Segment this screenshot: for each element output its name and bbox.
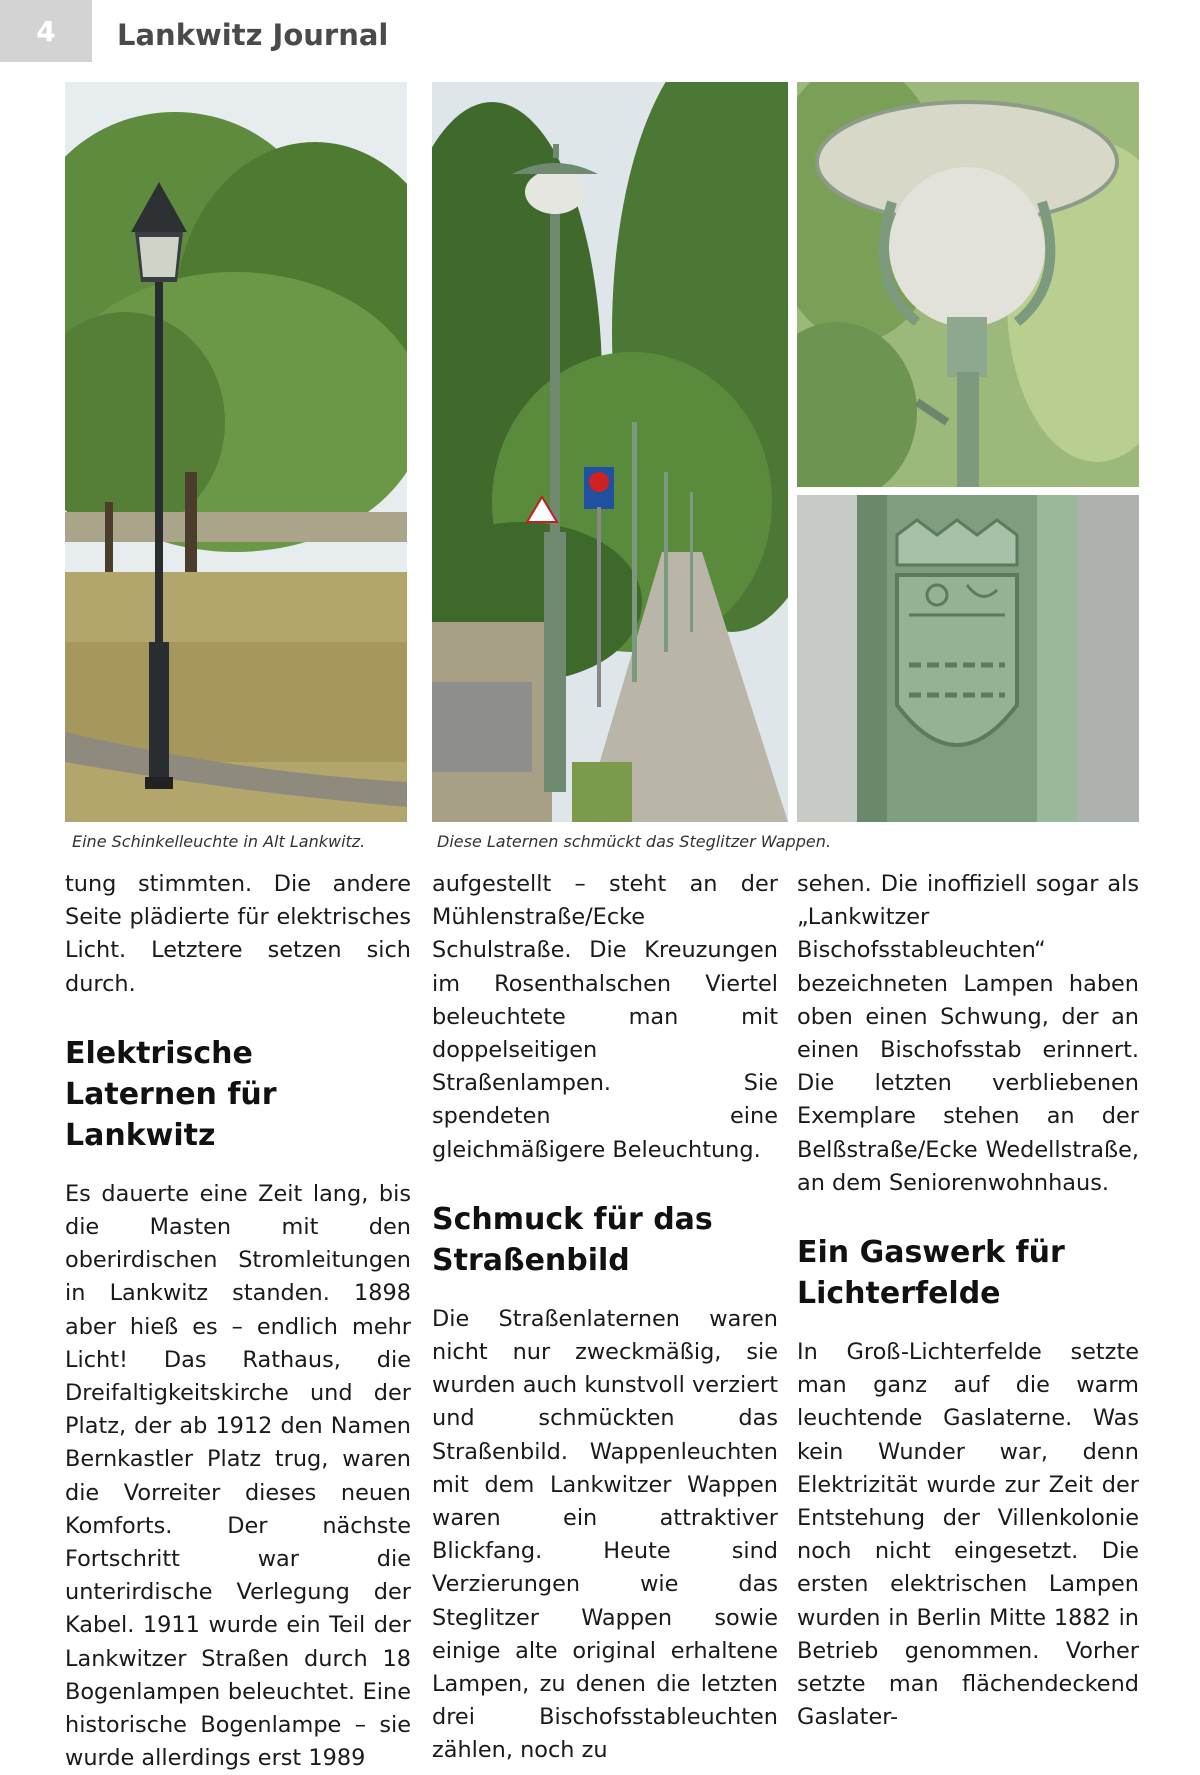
- caption-middle: Diese Laternen schmückt das Steglitzer Wappen.: [437, 832, 831, 851]
- bishop-lamp-head-photo: [797, 82, 1139, 487]
- text-column-1: [65, 868, 411, 1775]
- heading-street-decoration: Schmuck für das Straßenbild: [432, 1201, 713, 1278]
- steglitz-lamps-photo: [432, 82, 788, 822]
- page-number: 4: [0, 0, 92, 62]
- coat-of-arms-photo: [797, 495, 1139, 822]
- col1-paragraph-2: Es dauerte eine Zeit lang, bis die Masten mit den oberirdischen Stromleitungen in Lankwitz standen. 1898 aber hieß es – endlich mehr Licht! Das Rathaus, die Dreifaltigkeitskirche und der Platz, der ab 1912 den Namen Bernkastler Platz trug, waren die Vorreiter dieses neuen Komforts. Der nächste Fortschritt war die unterirdische Verlegung der Kabel. 1911 wurde ein Teil der Lankwitzer Straßen durch 18 Bogenlampen beleuchtet. Eine historische Bogenlampe – sie wurde allerdings erst 1989: [65, 1180, 411, 1772]
- journal-title: Lankwitz Journal: [117, 18, 389, 52]
- page-header: [0, 0, 1200, 64]
- text-column-2: [432, 868, 778, 1768]
- col1-paragraph-1: tung stimmten. Die andere Seite plädierte für elektrisches Licht. Letztere setzen sich durch.: [65, 871, 411, 997]
- col2-paragraph-2: Die Straßenlaternen waren nicht nur zweckmäßig, sie wurden auch kunstvoll verziert und schmückten das Straßenbild. Wappenleuchten mit dem Lankwitzer Wappen waren ein attraktiver Blickfang. Heute sind Verzierungen wie das Steglitzer Wappen sowie einige alte original erhaltene Lampen, zu denen die letzten drei Bischofsstableuchten zählen, noch zu: [432, 1305, 778, 1764]
- heading-gasworks: Ein Gaswerk für Lichterfelde: [797, 1235, 1065, 1312]
- text-column-3: [797, 868, 1139, 1734]
- col3-paragraph-2: In Groß-Lichterfelde setzte man ganz auf die warm leuchtende Gaslaterne. Was kein Wunder war, denn Elektrizität wurde zur Zeit der Entstehung der Villenkolonie noch nicht eingesetzt. Die ersten elektrischen Lampen wurden in Berlin Mitte 1882 in Betrieb genommen. Vorher setzte man flächendeckend Gaslater-: [797, 1339, 1139, 1731]
- schinkel-lamp-photo: [65, 82, 407, 822]
- caption-left: Eine Schinkelleuchte in Alt Lankwitz.: [72, 832, 366, 851]
- col2-paragraph-1: aufgestellt – steht an der Mühlenstraße/Ecke Schulstraße. Die Kreuzungen im Rosenthalschen Viertel beleuchtete man mit doppelseitigen Straßenlampen. Sie spendeten eine gleichmäßigere Beleuchtung.: [432, 871, 778, 1163]
- col3-paragraph-1: sehen. Die inoffiziell sogar als „Lankwitzer Bischofsstableuchten“ bezeichneten Lampen haben oben einen Schwung, der an einen Bischofsstab erinnert. Die letzten verbliebenen Exemplare stehen an der Belßstraße/Ecke Wedellstraße, an dem Seniorenwohnhaus.: [797, 871, 1139, 1196]
- heading-electric-lanterns: Elektrische Laternen für Lankwitz: [65, 1035, 277, 1153]
